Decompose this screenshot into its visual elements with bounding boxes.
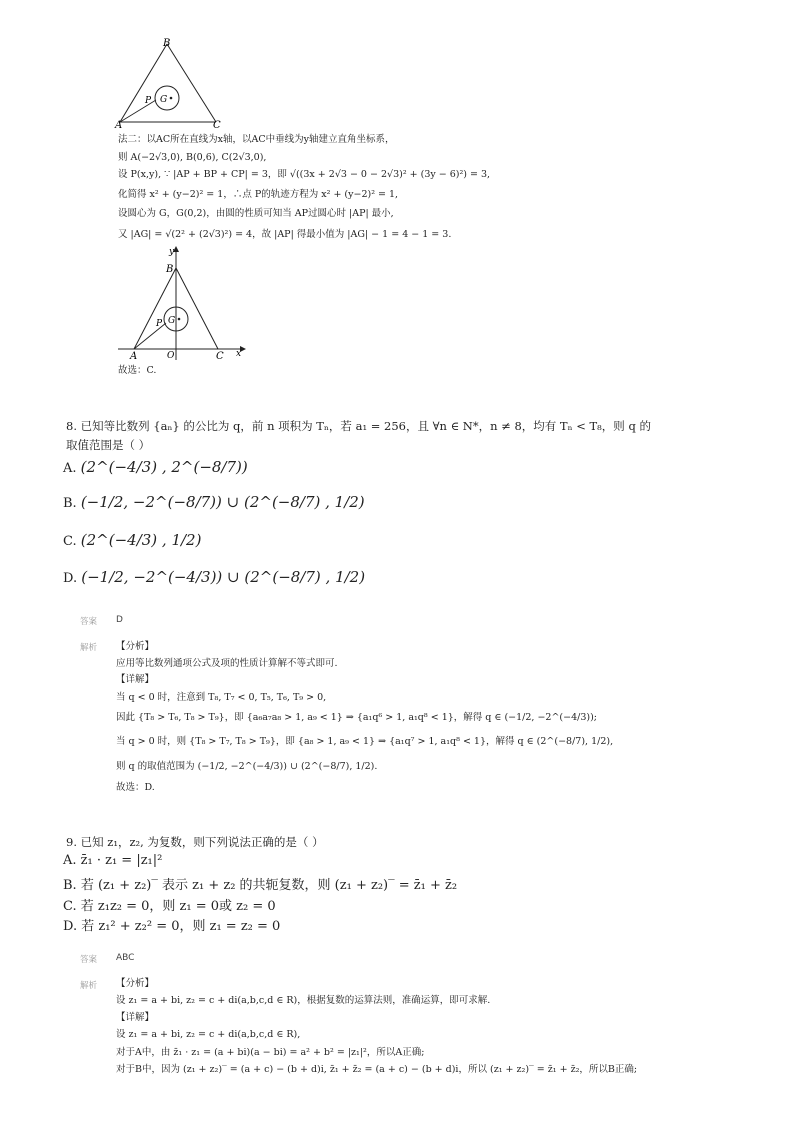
fig1-label-b: B [163,38,171,49]
triangle-figure-1 [110,34,240,130]
option-letter: C. [63,534,77,549]
fig2-label-g: G [168,316,176,326]
q9-option-d[interactable]: D. 若 z₁² + z₂² = 0，则 z₁ = z₂ = 0 [63,919,281,934]
q8-option-a[interactable] [63,458,248,476]
option-expression: (−1/2, −2^(−8/7)) ∪ (2^(−8/7) , 1/2) [80,493,365,511]
q9-stem: 9. 已知 z₁，z₂, 为复数，则下列说法正确的是（ ） [66,835,324,849]
q8-stem-line1: 8. 已知等比数列 {aₙ} 的公比为 q，前 n 项积为 Tₙ，若 a₁ = 256，且 ∀n ∈ N*，n ≠ 8，均有 Tₙ < T₈，则 q 的 [66,419,651,433]
q8-fenxi-heading: 【分析】 [116,641,155,652]
q8-solution-line2: 因此 {T₈ > T₆, T₈ > T₉}，即 {a₆a₇a₈ > 1, a₉ < 1} ⇒ {a₁q⁶ > 1, a₁q⁸ < 1}，解得 q ∈ (−1/2, −2^(−4/3)); [116,712,597,723]
fig2-label-o: O [167,351,175,360]
coordinate-figure-2 [118,244,248,360]
q9-option-b[interactable]: B. 若 (z₁ + z₂)‾ 表示 z₁ + z₂ 的共轭复数，则 (z₁ + z₂)‾ = z̄₁ + z̄₂ [63,878,458,893]
method2-line3: 设 P(x,y), ∵ |AP + BP + CP| = 3，即 √((3x + 2√3 − 0 − 2√3)² + (3y − 6)²) = 3, [118,169,491,180]
q8-solution-line1: 当 q < 0 时，注意到 T₈, T₇ < 0, T₅, T₆, T₉ > 0, [116,692,327,703]
method2-line2: 则 A(−2√3,0), B(0,6), C(2√3,0), [118,152,267,163]
option-expression: (2^(−4/3) , 1/2) [80,531,202,549]
q8-solution-line3: 当 q > 0 时，则 {T₈ > T₇, T₈ > T₉}，即 {a₈ > 1, a₉ < 1} ⇒ {a₁q⁷ > 1, a₁q⁸ < 1}，解得 q ∈ (2^(−8/7), 1/2), [116,736,614,747]
q9-fenxi-heading: 【分析】 [116,978,155,989]
fig1-label-c: C [213,120,221,130]
q9-fenxi-text: 设 z₁ = a + bi, z₂ = c + di(a,b,c,d ∈ R)，根据复数的运算法则，准确运算，即可求解. [116,995,491,1006]
q9-option-c[interactable]: C. 若 z₁z₂ = 0，则 z₁ = 0或 z₂ = 0 [63,899,276,914]
method2-line5: 设圆心为 G，G(0,2)，由圆的性质可知当 AP过圆心时 |AP| 最小, [118,208,394,219]
fig2-label-y: y [169,247,175,257]
q9-solution-line2: 对于A中，由 z̄₁ · z₁ = (a + bi)(a − bi) = a² + b² = |z₁|²，所以A正确; [116,1047,425,1058]
option-letter: D. [63,571,78,586]
q9-solution-line3: 对于B中，因为 (z₁ + z₂)‾ = (a + c) − (b + d)i, z̄₁ + z̄₂ = (a + c) − (b + d)i，所以 (z₁ + z₂)‾ = z̄₁ + z̄₂，所以B正确; [116,1064,638,1075]
method2-line4: 化简得 x² + (y−2)² = 1，∴点 P的轨迹方程为 x² + (y−2)² = 1, [118,189,399,200]
q8-xiangjie-heading: 【详解】 [116,674,155,685]
fig1-label-a: A [115,120,123,130]
q8-choice: 故选：D. [116,782,155,793]
q8-option-b[interactable] [63,493,365,511]
q9-answer-label: 答案 [80,955,98,965]
q9-option-a[interactable]: A. z̄₁ · z₁ = |z₁|² [63,853,163,868]
fig2-label-a: A [130,351,138,360]
q8-option-d[interactable] [63,568,365,586]
q8-answer-label: 答案 [80,617,98,627]
q8-stem-line2: 取值范围是（ ） [66,438,151,452]
q8-option-c[interactable] [63,531,201,549]
q8-fenxi-text: 应用等比数列通项公式及项的性质计算解不等式即可. [116,658,338,669]
fig2-label-x: x [236,349,242,359]
option-letter: B. [63,496,77,511]
option-letter: A. [63,461,77,476]
q8-solution-line4: 则 q 的取值范围为 (−1/2, −2^(−4/3)) ∪ (2^(−8/7), 1/2). [116,761,378,772]
fig2-label-c: C [216,351,224,360]
q9-analysis-label: 解析 [80,981,98,991]
q9-answer: ABC [116,953,135,963]
method2-line6: 又 |AG| = √(2² + (2√3)²) = 4，故 |AP| 得最小值为 |AG| − 1 = 4 − 1 = 3. [118,229,452,240]
q7-choice: 故选：C. [118,365,157,376]
option-expression: (−1/2, −2^(−4/3)) ∪ (2^(−8/7) , 1/2) [81,568,366,586]
option-expression: (2^(−4/3) , 2^(−8/7)) [80,458,248,476]
fig1-label-g: G [160,95,168,105]
q9-xiangjie-heading: 【详解】 [116,1012,155,1023]
q8-answer: D [116,615,123,625]
method2-line1: 法二：以AC所在直线为x轴，以AC中垂线为y轴建立直角坐标系， [118,134,395,145]
q8-analysis-label: 解析 [80,643,98,653]
fig2-label-b: B [166,264,174,275]
q9-solution-line1: 设 z₁ = a + bi, z₂ = c + di(a,b,c,d ∈ R), [116,1029,301,1040]
fig1-label-p: P [145,96,152,106]
fig2-label-p: P [156,319,163,329]
